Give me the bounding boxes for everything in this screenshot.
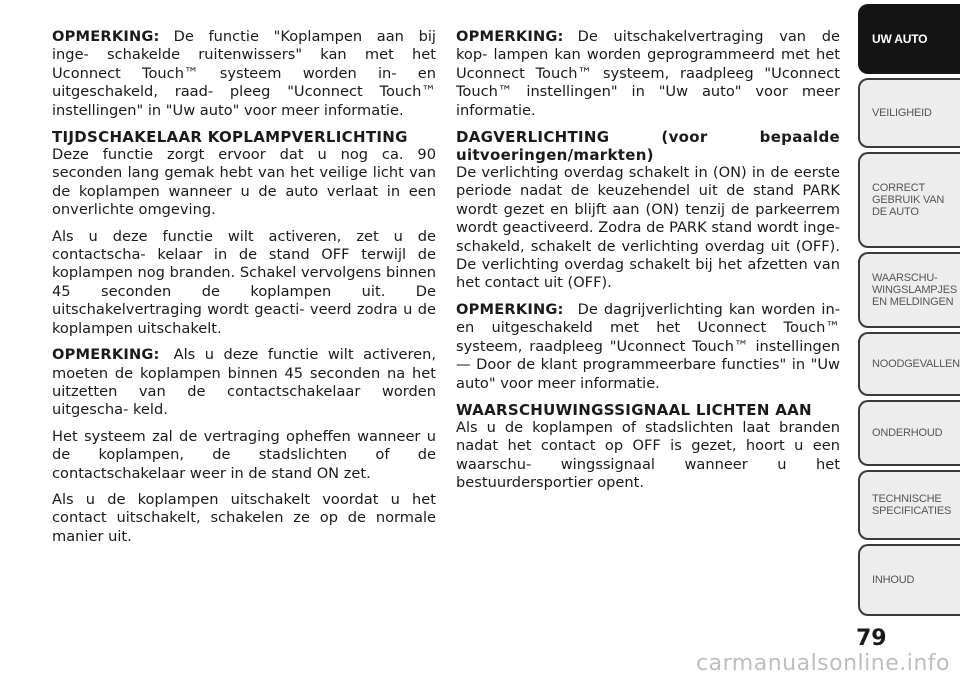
body-paragraph: Als u deze functie wilt activeren, zet u de contactscha- kelaar in de stand OFF terwijl de koplampen nog branden. Schakel vervolgens binnen 45 seconden de koplampen uit. De uitschakelvertraging wordt geacti- veerd zodra u de koplampen uitschakelt.	[52, 227, 436, 337]
body-paragraph: De verlichting overdag schakelt in (ON) in de eerste periode nadat de keuzehendel uit de stand PARK wordt gezet en blijft aan (ON) tenzij de parkeerrem wordt geactiveerd. Zodra de PARK stand wordt inge- schakeld, schakelt de verlichting overdag uit (OFF). De verlichting overdag schakelt bij het afzetten van het contact uit (OFF).	[456, 164, 840, 292]
section-heading: WAARSCHUWINGSSIGNAAL LICHTEN AAN	[456, 400, 812, 419]
note-label: OPMERKING:	[52, 28, 160, 45]
note-text: De functie "Koplampen aan bij inge- schakelde ruitenwissers" kan met het Uconnect Touch™ systeem worden in- en uitgeschakeld, raad- pleeg "Uconnect Touch™ instellingen" in "Uw auto" voor meer informatie.	[52, 28, 436, 119]
tab-noodgevallen[interactable]: NOODGEVALLEN	[858, 332, 960, 396]
chapter-tab-strip	[858, 0, 960, 678]
tab-inhoud[interactable]: INHOUD	[858, 544, 960, 616]
body-paragraph: Als u de koplampen of stadslichten laat branden nadat het contact op OFF is gezet, hoort u een waarschu- wingssignaal wanneer u het bestuurdersportier opent.	[456, 418, 840, 492]
tab-uw-auto[interactable]: UW AUTO	[858, 4, 960, 74]
right-column	[456, 28, 840, 501]
left-column	[52, 28, 436, 554]
watermark: carmanualsonline.info	[696, 651, 950, 676]
tab-veiligheid[interactable]: VEILIGHEID	[858, 78, 960, 148]
body-paragraph: Deze functie zorgt ervoor dat u nog ca. 90 seconden lang gemak hebt van het veilige licht van de koplampen wanneer u de auto verlaat in een onverlichte omgeving.	[52, 146, 436, 219]
note-text: Als u deze functie wilt activeren, moeten de koplampen binnen 45 seconden na het uitzetten van de contactschakelaar worden uitgescha- keld.	[52, 346, 436, 419]
tab-technische-specificaties[interactable]: TECHNISCHE SPECIFICATIES	[858, 470, 960, 540]
note-label: OPMERKING:	[456, 28, 564, 45]
tab-onderhoud[interactable]: ONDERHOUD	[858, 400, 960, 466]
note-label: OPMERKING:	[52, 346, 160, 364]
note-paragraph	[52, 28, 436, 120]
section-heading: TIJDSCHAKELAAR KOPLAMPVERLICHTING	[52, 128, 408, 147]
note-text: De dagrijverlichting kan worden in- en uitgeschakeld met het Uconnect Touch™ systeem, raadpleeg "Uconnect Touch™ instellingen — Door de klant programmeerbare functies" in "Uw auto" voor meer informatie.	[456, 300, 840, 392]
note-text: De uitschakelvertraging van de kop- lampen kan worden geprogrammeerd met het Uconnect Touch™ systeem, raadpleeg "Uconnect Touch™ instellingen" in "Uw auto" voor meer informatie.	[456, 28, 840, 119]
note-paragraph	[52, 346, 436, 420]
tab-waarschuwingslampjes[interactable]: WAARSCHU- WINGSLAMPJES EN MELDINGEN	[858, 252, 960, 328]
section-heading: DAGVERLICHTING (voor bepaalde uitvoeringen/markten)	[456, 128, 840, 165]
note-label: OPMERKING:	[456, 300, 564, 318]
note-paragraph	[456, 301, 840, 393]
page-number: 79	[856, 626, 887, 651]
tab-correct-gebruik[interactable]: CORRECT GEBRUIK VAN DE AUTO	[858, 152, 960, 248]
body-paragraph: Het systeem zal de vertraging opheffen wanneer u de koplampen, de stadslichten of de contactschakelaar weer in de stand ON zet.	[52, 427, 436, 482]
note-paragraph	[456, 28, 840, 120]
body-paragraph: Als u de koplampen uitschakelt voordat u het contact uitschakelt, schakelen ze op de normale manier uit.	[52, 490, 436, 545]
